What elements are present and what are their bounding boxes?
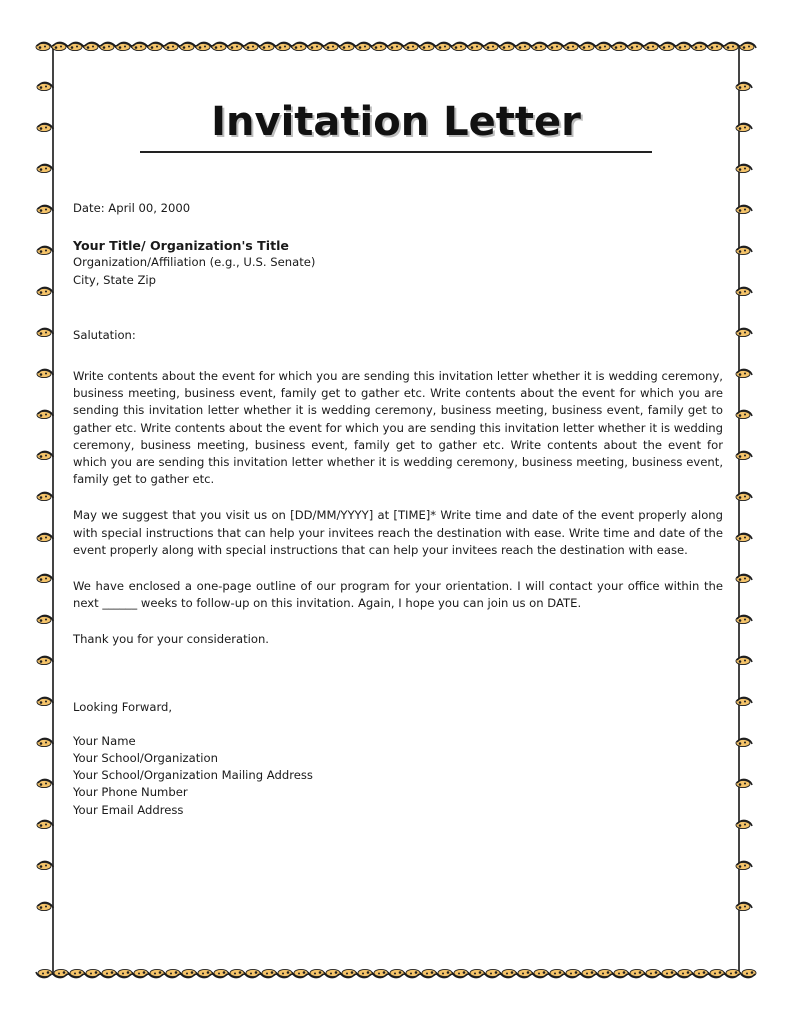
recipient-city: City, State Zip [73,272,156,287]
swirl-ornament-icon [36,285,54,297]
swirl-ornament-icon [735,818,753,830]
recipient-affiliation: Organization/Affiliation (e.g., U.S. Senate) [73,255,316,270]
swirl-ornament-icon [739,968,757,980]
recipient-title: Your Title/ Organization's Title [73,238,289,254]
swirl-ornament-icon [36,613,54,625]
swirl-ornament-icon [735,613,753,625]
signature-mailing-address: Your School/Organization Mailing Address [73,768,313,783]
swirl-ornament-icon [735,654,753,666]
signature-name: Your Name [73,733,136,748]
swirl-ornament-icon [735,121,753,133]
swirl-ornament-icon [36,244,54,256]
signature-school: Your School/Organization [73,751,218,766]
title-underline [140,151,652,153]
date-line: Date: April 00, 2000 [73,201,191,215]
swirl-ornament-icon [735,408,753,420]
swirl-ornament-icon [36,80,54,92]
swirl-ornament-icon [36,531,54,543]
swirl-ornament-icon [735,736,753,748]
swirl-ornament-icon [735,203,753,215]
closing-line: Looking Forward, [73,699,173,714]
swirl-ornament-icon [735,859,753,871]
swirl-ornament-icon [36,777,54,789]
swirl-ornament-icon [36,367,54,379]
body-paragraph-followup: We have enclosed a one-page outline of our program for your orientation. I will contact your office within the next ______ weeks to follow-up on this invitation. Again, I hope you can join us on DATE. [73,579,723,611]
swirl-ornament-icon [735,695,753,707]
swirl-ornament-icon [735,285,753,297]
swirl-ornament-icon [36,900,54,912]
signature-phone: Your Phone Number [73,785,188,800]
swirl-ornament-icon [36,490,54,502]
thanks-line: Thank you for your consideration. [73,632,269,647]
swirl-ornament-icon [735,777,753,789]
border-line-left [52,45,54,975]
swirl-ornament-icon [36,408,54,420]
swirl-ornament-icon [735,449,753,461]
swirl-ornament-icon [735,162,753,174]
swirl-ornament-icon [739,40,757,52]
swirl-ornament-icon [36,818,54,830]
recipient-block [73,237,723,289]
swirl-ornament-icon [36,203,54,215]
swirl-ornament-icon [36,736,54,748]
page-title: Invitation Letter [211,99,581,145]
body-paragraph-visit: May we suggest that you visit us on [DD/MM/YYYY] at [TIME]* Write time and date of the event properly along with special instructions that can help your invitees reach the destination with ease. Write time and date of the event properly along with special instructions that can help your invitees reach the destination with ease. [73,508,723,557]
signature-email: Your Email Address [73,802,184,817]
swirl-ornament-icon [735,80,753,92]
swirl-ornament-icon [36,654,54,666]
swirl-ornament-icon [36,572,54,584]
swirl-ornament-icon [735,572,753,584]
swirl-ornament-icon [36,449,54,461]
border-line-right [738,45,740,975]
swirl-ornament-icon [735,326,753,338]
signature-block [73,733,723,819]
swirl-ornament-icon [735,490,753,502]
swirl-ornament-icon [735,244,753,256]
swirl-ornament-icon [36,695,54,707]
swirl-ornament-icon [36,121,54,133]
swirl-ornament-icon [735,531,753,543]
swirl-ornament-icon [735,367,753,379]
swirl-ornament-icon [735,900,753,912]
salutation: Salutation: [73,327,136,342]
body-paragraph-event: Write contents about the event for which you are sending this invitation letter whether it is wedding ceremony, business meeting, business event, family get to gather etc. Write contents about the event for which you are sending this invitation letter whether it is wedding ceremony, business meeting, business event, family get to gather etc. Write contents about the event for which you are sending this invitation letter whether it is wedding ceremony, business meeting, business event, family get to gather etc. Write contents about the event for which you are sending this invitation letter whether it is wedding ceremony, business meeting, business event, family get to gather etc. [73,369,723,487]
swirl-ornament-icon [36,326,54,338]
letter-body [73,200,723,819]
swirl-ornament-icon [36,859,54,871]
swirl-ornament-icon [36,162,54,174]
